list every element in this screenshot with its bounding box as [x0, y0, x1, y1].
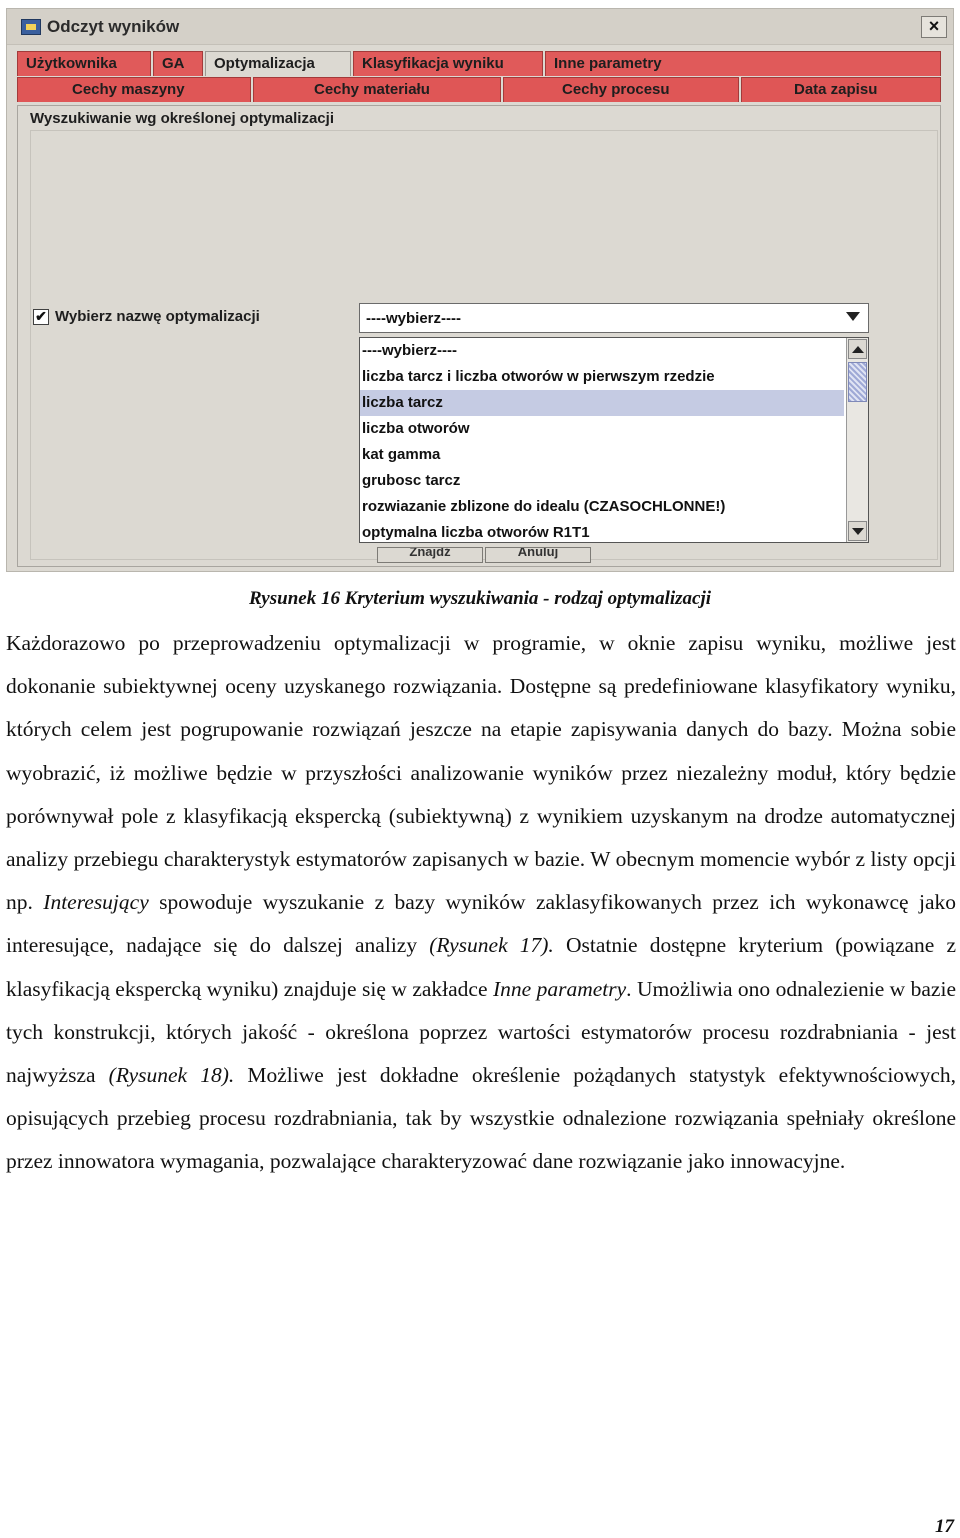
tab-cechy-procesu[interactable]: Cechy procesu: [503, 77, 739, 102]
window-title: Odczyt wyników: [47, 17, 180, 36]
tab-klasyfikacja-wyniku[interactable]: Klasyfikacja wyniku: [353, 51, 543, 76]
tab-cechy-maszyny[interactable]: Cechy maszyny: [17, 77, 251, 102]
select-value: ----wybierz----: [366, 310, 461, 327]
panel-heading: Wyszukiwanie wg określonej optymalizacji: [30, 110, 334, 127]
figure-reference: (Rysunek 17).: [429, 933, 554, 958]
dropdown-list: [359, 337, 869, 543]
italic-term: Interesujący: [43, 890, 149, 915]
checkbox-label: Wybierz nazwę optymalizacji: [55, 308, 260, 325]
text-run: Ostatnie dostępne kryterium (powiązane z klasyfikacją ekspercką wyniku) znajduje się w zakładce: [6, 933, 957, 1001]
tab-optymalizacja[interactable]: Optymalizacja: [205, 51, 351, 76]
app-icon: [21, 19, 41, 35]
list-item[interactable]: rozwiazanie zblizone do idealu (CZASOCHLONNE!): [362, 498, 726, 515]
scroll-down-icon[interactable]: [848, 521, 867, 541]
list-item[interactable]: grubosc tarcz: [362, 472, 461, 489]
tab-cechy-materialu[interactable]: Cechy materiału: [253, 77, 501, 102]
list-scrollbar[interactable]: [846, 338, 868, 542]
list-item[interactable]: liczba tarcz i liczba otworów w pierwszym rzedzie: [362, 368, 715, 385]
tab-inne-parametry[interactable]: Inne parametry: [545, 51, 941, 76]
find-button[interactable]: Znajdź: [377, 547, 483, 563]
list-item[interactable]: optymalna liczba otworów R1T1: [362, 524, 590, 541]
scroll-thumb[interactable]: [848, 362, 867, 402]
text-run: . Umożliwia ono odnalezienie w bazie tych konstrukcji, których jakość - określona poprzez wartości estymatorów procesu rozdrabniania - jest najwyższa: [6, 976, 956, 1088]
optimization-select[interactable]: [359, 303, 869, 333]
chevron-down-icon[interactable]: [846, 312, 860, 321]
list-item[interactable]: ----wybierz----: [362, 342, 457, 359]
list-item[interactable]: kat gamma: [362, 446, 441, 463]
optimization-name-checkbox[interactable]: ✔: [33, 309, 49, 325]
text-run: spowoduje wyszukanie z bazy wyników zaklasyfikowanych przez ich wykonawcę jako interesujące, nadające się do dalszej analizy: [6, 890, 957, 958]
cancel-button[interactable]: Anuluj: [485, 547, 591, 563]
close-button[interactable]: ×: [921, 16, 947, 38]
tab-ga[interactable]: GA: [153, 51, 203, 76]
text-run: Możliwe jest dokładne określenie pożądanych statystyk efektywnościowych, opisujących przebieg procesu rozdrabniania, tak by wszystkie odnalezione rozwiązania spełniały określone przez innowatora wymagania, pozwalające charakteryzować dane rozwiązanie jako innowacyjne.: [6, 1063, 956, 1174]
text-run: Każdorazowo po przeprowadzeniu optymalizacji w programie, w oknie zapisu wyniku, możliwe jest dokonanie subiektywnej oceny uzyskanego rozwiązania. Dostępne są predefiniowane klasyfikatory wyniku, których celem jest pogrupowanie rozwiązań jeszcze na etapie zapisywania danych do bazy. Można sobie wyobrazić, iż możliwe będzie w przyszłości analizowanie wyników przez niezależny moduł, który będzie porównywał pole z klasyfikacją ekspercką (subiektywną) z wynikiem uzyskanym na drodze automatycznej analizy przebiegu charakterystyk estymatorów zapisanych w bazie. W obecnym momencie wybór z listy opcji np.: [6, 631, 956, 915]
figure-caption: Rysunek 16 Kryterium wyszukiwania - rodzaj optymalizacji: [248, 588, 712, 609]
tab-data-zapisu[interactable]: Data zapisu: [741, 77, 941, 102]
tab-uzytkownika[interactable]: Użytkownika: [17, 51, 151, 76]
italic-term: Inne parametry: [492, 976, 627, 1001]
body-paragraph: [6, 622, 956, 1184]
page-number: 17: [935, 1516, 954, 1537]
figure-reference: (Rysunek 18).: [108, 1063, 235, 1088]
title-bar: [7, 9, 953, 45]
list-item-selected[interactable]: liczba tarcz: [360, 390, 844, 416]
scroll-up-icon[interactable]: [848, 339, 867, 359]
app-window: [6, 8, 954, 572]
list-item[interactable]: liczba otworów: [362, 420, 470, 437]
